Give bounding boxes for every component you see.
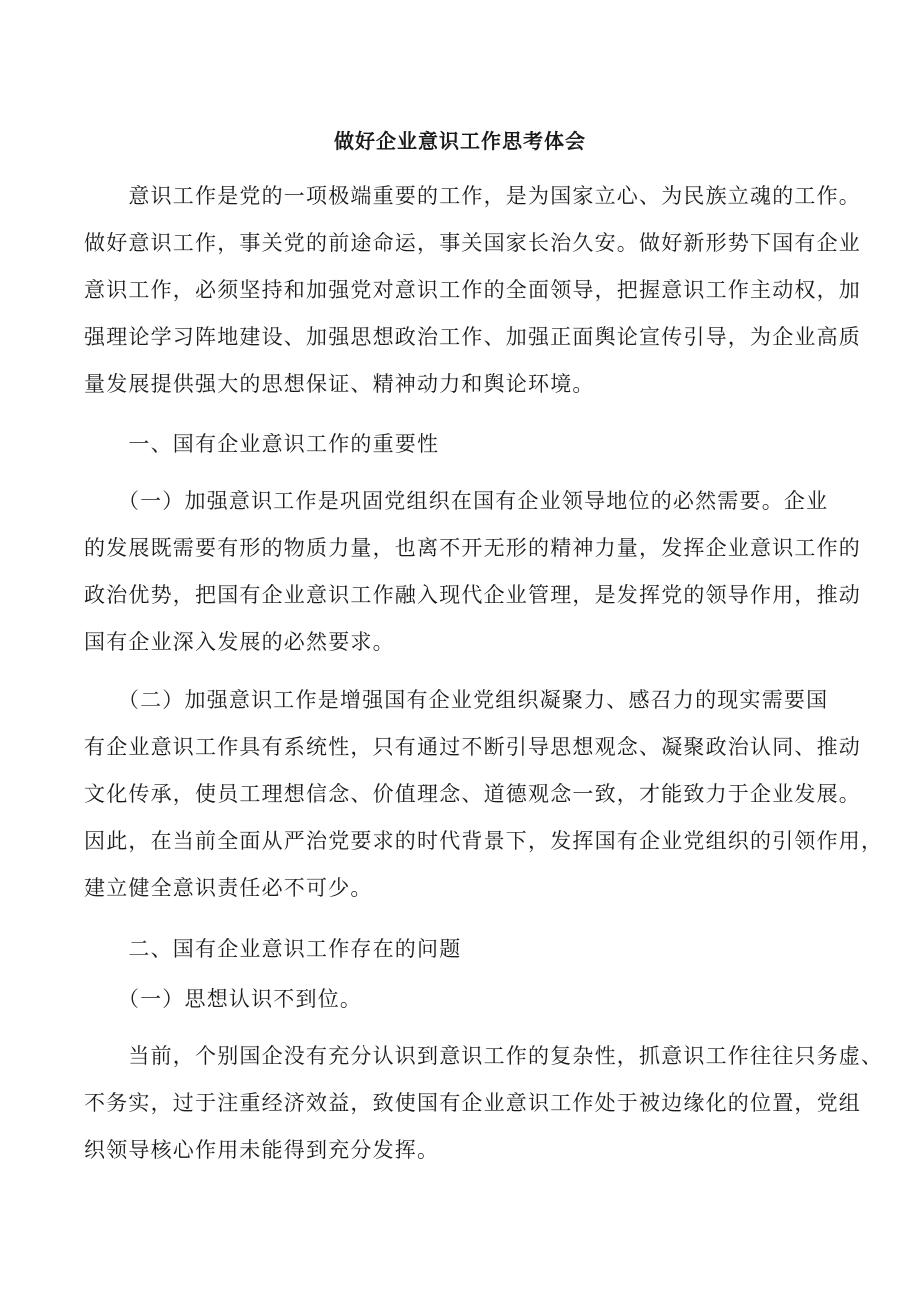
heading-text: （一）思想认识不到位。 [84,987,363,1011]
text-line: （一）加强意识工作是巩固党组织在国有企业领导地位的必然需要。企业 [84,489,829,513]
text-line: 当前，个别国企没有充分认识到意识工作的复杂性，抓意识工作往往只务虚、 [84,1044,884,1068]
paragraph-problem [84,1033,884,1174]
subsection-heading [84,976,854,1023]
text-line: 政治优势，把国有企业意识工作融入现代企业管理，是发挥党的领导作用，推动 [84,583,861,607]
text-line: 有企业意识工作具有系统性，只有通过不断引导思想观念、凝聚政治认同、推动 [84,735,861,759]
text-line: （二）加强意识工作是增强国有企业党组织凝聚力、感召力的现实需要国 [84,688,829,712]
text-line: 因此，在当前全面从严治党要求的时代背景下，发挥国有企业党组织的引领作用， [84,829,884,853]
paragraph-subsection-1 [84,478,861,666]
document-title: 做好企业意识工作思考体会 [334,129,586,153]
text-line: 建立健全意识责任必不可少。 [84,876,373,900]
text-line: 强理论学习阵地建设、加强思想政治工作、加强正面舆论宣传引导，为企业高质 [84,325,861,349]
text-line: 不务实，过于注重经济效益，致使国有企业意识工作处于被边缘化的位置，党组 [84,1091,861,1115]
text-line: 意识工作，必须坚持和加强党对意识工作的全面领导，把握意识工作主动权，加 [84,278,861,302]
text-line: 量发展提供强大的思想保证、精神动力和舆论环境。 [84,372,595,396]
heading-text: 二、国有企业意识工作存在的问题 [84,937,462,961]
text-line: 做好意识工作，事关党的前途命运，事关国家长治久安。做好新形势下国有企业 [84,231,861,255]
section-heading-2 [84,926,854,973]
text-line: 织领导核心作用未能得到充分发挥。 [84,1138,440,1162]
text-line: 文化传承，使员工理想信念、价值理念、道德观念一致，才能致力于企业发展。 [84,782,861,806]
paragraph-subsection-2 [84,677,884,912]
text-line: 的发展既需要有形的物质力量，也离不开无形的精神力量，发挥企业意识工作的 [84,536,861,560]
section-heading-1 [84,421,854,468]
heading-text: 一、国有企业意识工作的重要性 [84,432,440,456]
text-line: 国有企业深入发展的必然要求。 [84,630,395,654]
paragraph-intro [84,173,861,408]
text-line: 意识工作是党的一项极端重要的工作，是为国家立心、为民族立魂的工作。 [84,184,861,208]
